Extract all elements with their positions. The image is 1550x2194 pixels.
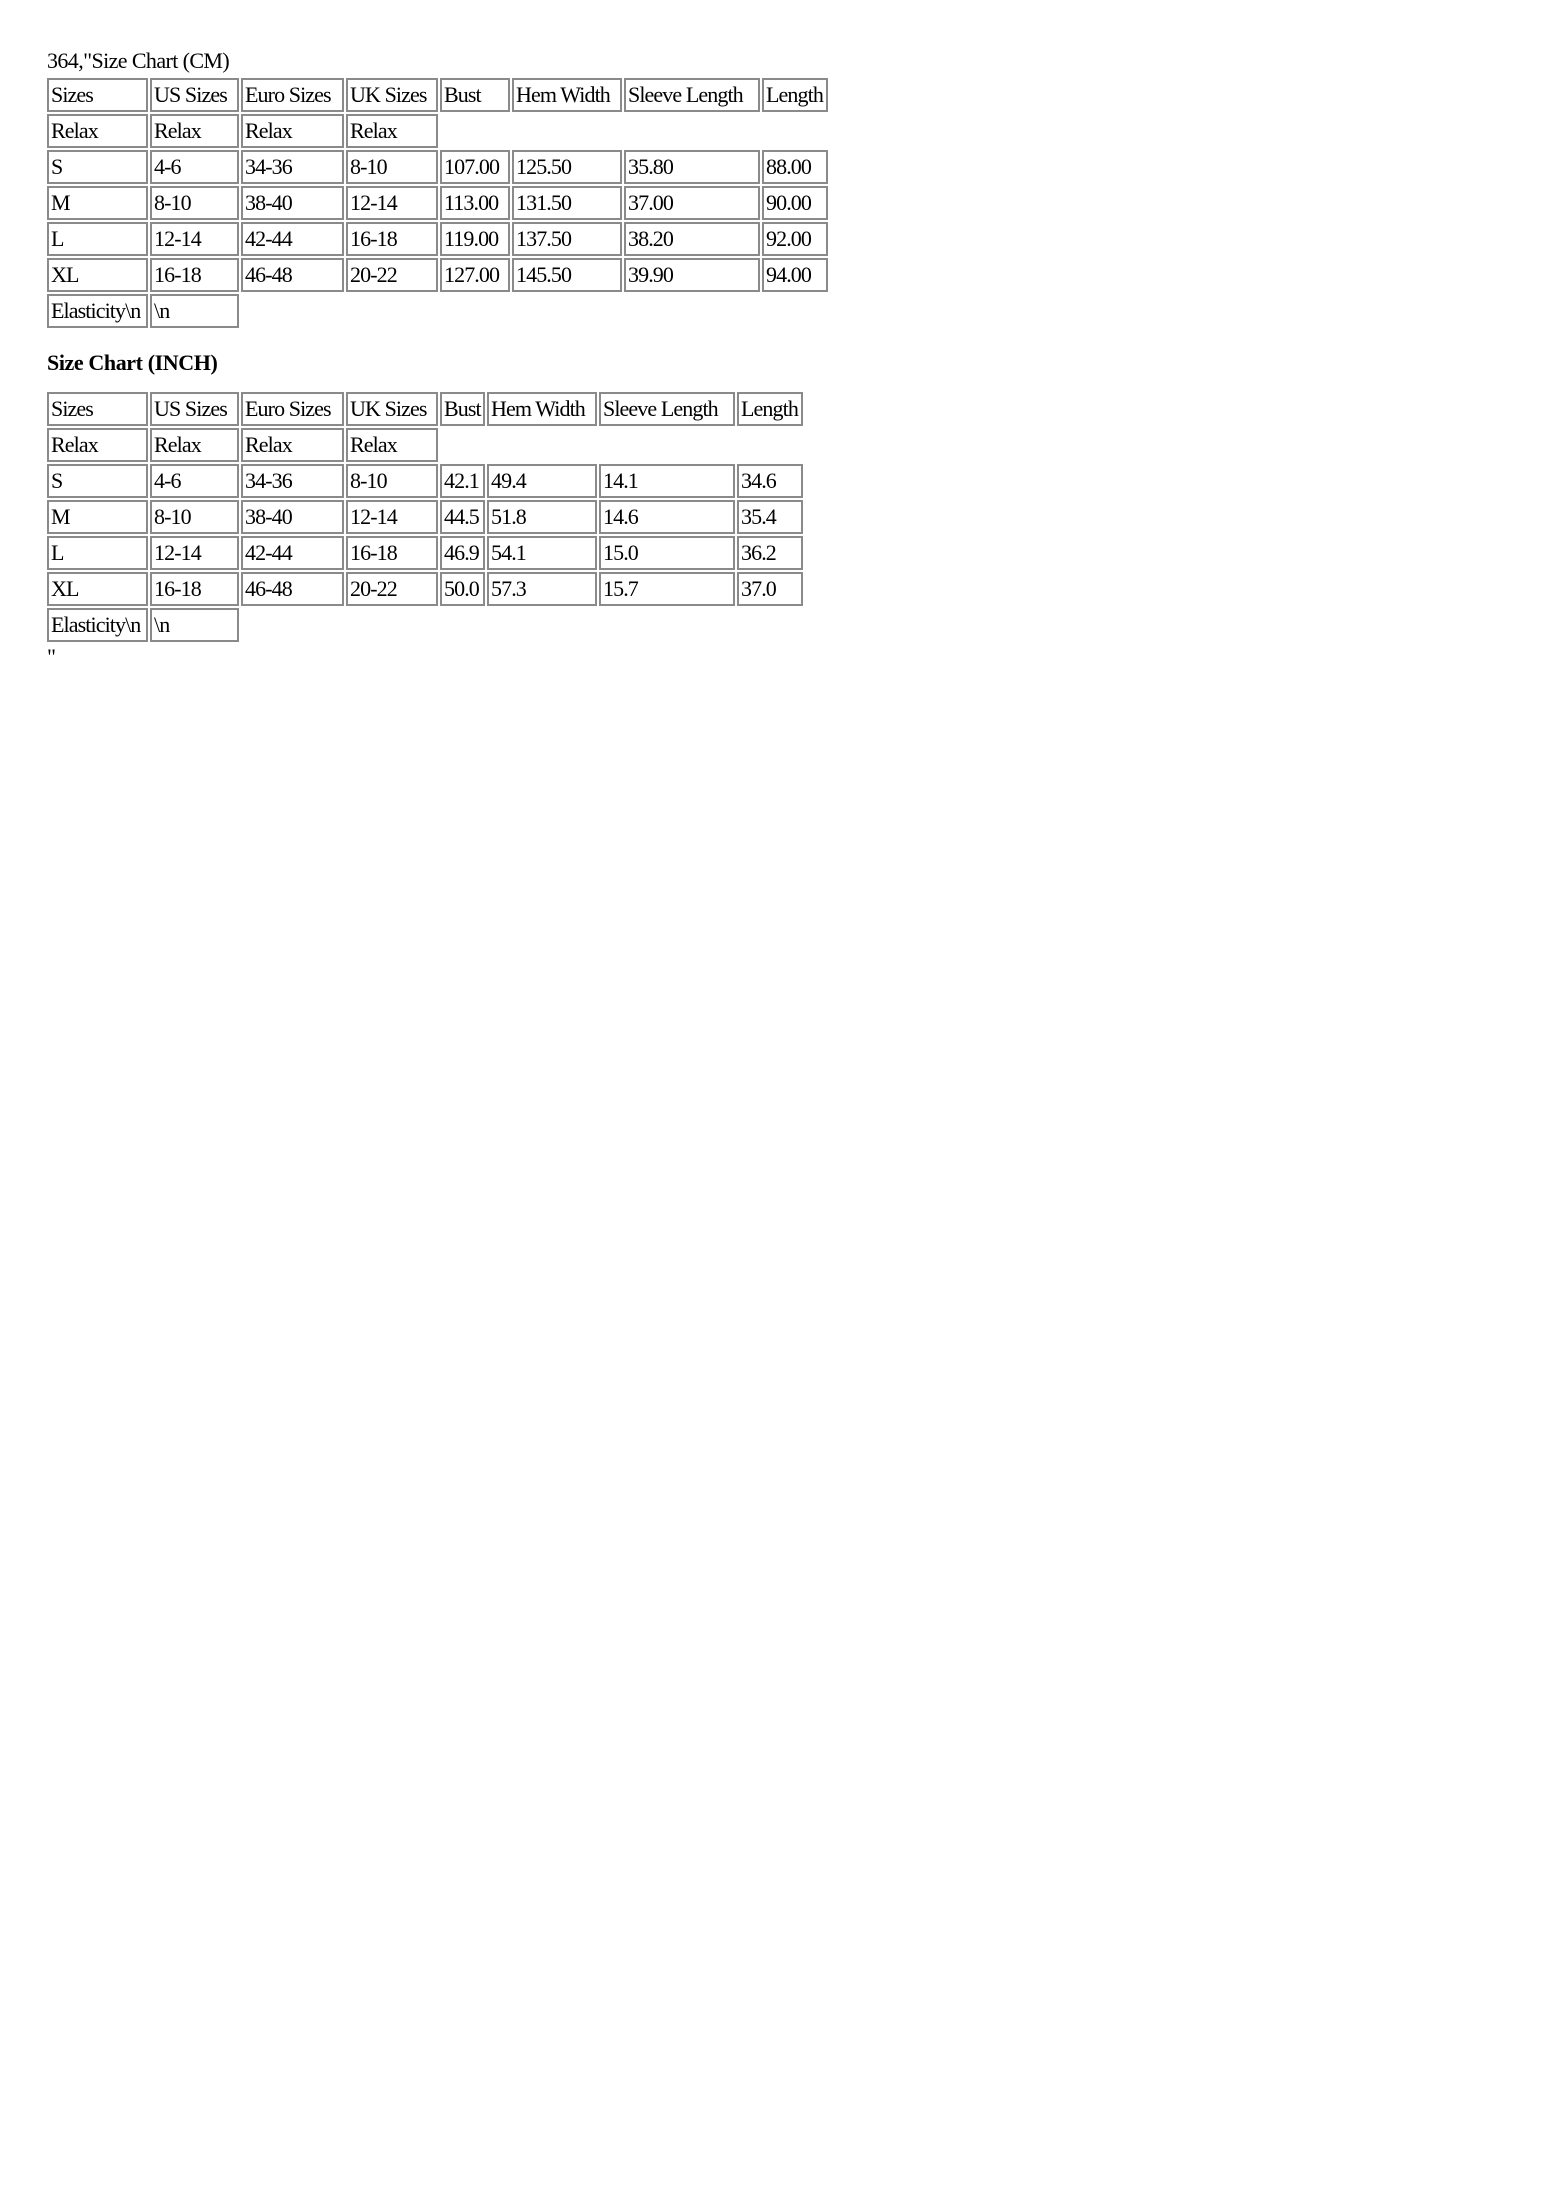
table-cell: \n xyxy=(150,608,239,642)
table-row xyxy=(47,536,803,570)
table-cell: 49.4 xyxy=(487,464,597,498)
header-cell: Hem Width xyxy=(512,78,622,112)
table-cell: 125.50 xyxy=(512,150,622,184)
table-cell: 94.00 xyxy=(762,258,828,292)
table-cell: Elasticity\n xyxy=(47,294,148,328)
table-cell: 145.50 xyxy=(512,258,622,292)
table-cell: 16-18 xyxy=(150,258,239,292)
elasticity-row xyxy=(47,294,828,328)
table-cell: Elasticity\n xyxy=(47,608,148,642)
table-cell: 8-10 xyxy=(150,500,239,534)
empty-cell xyxy=(440,114,828,148)
header-cell: Sizes xyxy=(47,392,148,426)
table-cell: 42-44 xyxy=(241,536,344,570)
table-cell: 50.0 xyxy=(440,572,485,606)
table-cell: 107.00 xyxy=(440,150,510,184)
table-cell: 8-10 xyxy=(346,464,438,498)
table-cell: \n xyxy=(150,294,239,328)
intro-line: 364,"Size Chart (CM) xyxy=(47,48,230,73)
empty-cell xyxy=(440,428,803,462)
table-cell: 90.00 xyxy=(762,186,828,220)
table-cell: M xyxy=(47,500,148,534)
table-header-row xyxy=(47,78,828,112)
table-cell: 38.20 xyxy=(624,222,760,256)
table-cell: 12-14 xyxy=(150,222,239,256)
header-cell: Hem Width xyxy=(487,392,597,426)
table-cell: 44.5 xyxy=(440,500,485,534)
table-row xyxy=(47,258,828,292)
table-cell: 46-48 xyxy=(241,572,344,606)
table-cell: Relax xyxy=(150,428,239,462)
relax-row xyxy=(47,114,828,148)
closing-line: " xyxy=(47,644,56,669)
table-cell: 39.90 xyxy=(624,258,760,292)
header-cell: Euro Sizes xyxy=(241,78,344,112)
table-cell: 37.00 xyxy=(624,186,760,220)
table-cell: Relax xyxy=(47,114,148,148)
table-cell: 38-40 xyxy=(241,500,344,534)
table-cell: 51.8 xyxy=(487,500,597,534)
table-cell: 127.00 xyxy=(440,258,510,292)
table-cell: 46.9 xyxy=(440,536,485,570)
table-cell: 16-18 xyxy=(346,536,438,570)
relax-row xyxy=(47,428,803,462)
header-cell: Sizes xyxy=(47,78,148,112)
table-cell: S xyxy=(47,464,148,498)
table-row xyxy=(47,222,828,256)
table-cell: 92.00 xyxy=(762,222,828,256)
header-cell: US Sizes xyxy=(150,392,239,426)
table-cell: Relax xyxy=(47,428,148,462)
table-cell: S xyxy=(47,150,148,184)
table-cell: 137.50 xyxy=(512,222,622,256)
table-cell: 12-14 xyxy=(346,186,438,220)
table-cell: 34.6 xyxy=(737,464,803,498)
table-cell: Relax xyxy=(241,428,344,462)
table-cell: Relax xyxy=(241,114,344,148)
table-row xyxy=(47,572,803,606)
table-cell: 36.2 xyxy=(737,536,803,570)
header-cell: UK Sizes xyxy=(346,78,438,112)
table-cell: 16-18 xyxy=(150,572,239,606)
table-cell: 20-22 xyxy=(346,258,438,292)
table-cell: Relax xyxy=(346,114,438,148)
table-cell: 34-36 xyxy=(241,464,344,498)
table-cell: 57.3 xyxy=(487,572,597,606)
size-chart-inch-table xyxy=(45,390,805,644)
table-cell: 8-10 xyxy=(346,150,438,184)
table-row xyxy=(47,186,828,220)
table-cell: 35.80 xyxy=(624,150,760,184)
table-row xyxy=(47,500,803,534)
inch-chart-heading: Size Chart (INCH) xyxy=(47,350,218,375)
table-cell: Relax xyxy=(150,114,239,148)
elasticity-row xyxy=(47,608,803,642)
table-cell: 20-22 xyxy=(346,572,438,606)
table-cell: L xyxy=(47,536,148,570)
header-cell: Bust xyxy=(440,392,485,426)
header-cell: Sleeve Length xyxy=(599,392,735,426)
table-row xyxy=(47,464,803,498)
header-cell: Bust xyxy=(440,78,510,112)
table-cell: Relax xyxy=(346,428,438,462)
header-cell: Euro Sizes xyxy=(241,392,344,426)
table-cell: 42.1 xyxy=(440,464,485,498)
empty-cell xyxy=(241,608,803,642)
table-cell: L xyxy=(47,222,148,256)
table-cell: 15.7 xyxy=(599,572,735,606)
table-cell: 131.50 xyxy=(512,186,622,220)
header-cell: Sleeve Length xyxy=(624,78,760,112)
table-cell: 46-48 xyxy=(241,258,344,292)
empty-cell xyxy=(241,294,828,328)
table-cell: 37.0 xyxy=(737,572,803,606)
table-cell: 4-6 xyxy=(150,150,239,184)
table-cell: 14.1 xyxy=(599,464,735,498)
table-cell: 88.00 xyxy=(762,150,828,184)
size-chart-cm-table xyxy=(45,76,830,330)
header-cell: US Sizes xyxy=(150,78,239,112)
table-cell: 38-40 xyxy=(241,186,344,220)
table-cell: XL xyxy=(47,572,148,606)
table-header-row xyxy=(47,392,803,426)
document-page xyxy=(47,48,830,670)
table-cell: 119.00 xyxy=(440,222,510,256)
table-cell: 4-6 xyxy=(150,464,239,498)
table-cell: 8-10 xyxy=(150,186,239,220)
header-cell: Length xyxy=(762,78,828,112)
table-cell: 16-18 xyxy=(346,222,438,256)
table-cell: M xyxy=(47,186,148,220)
table-cell: 54.1 xyxy=(487,536,597,570)
header-cell: Length xyxy=(737,392,803,426)
table-cell: 34-36 xyxy=(241,150,344,184)
table-cell: 113.00 xyxy=(440,186,510,220)
table-cell: 12-14 xyxy=(346,500,438,534)
table-cell: XL xyxy=(47,258,148,292)
table-cell: 35.4 xyxy=(737,500,803,534)
header-cell: UK Sizes xyxy=(346,392,438,426)
table-cell: 42-44 xyxy=(241,222,344,256)
table-cell: 14.6 xyxy=(599,500,735,534)
table-cell: 12-14 xyxy=(150,536,239,570)
table-row xyxy=(47,150,828,184)
table-cell: 15.0 xyxy=(599,536,735,570)
